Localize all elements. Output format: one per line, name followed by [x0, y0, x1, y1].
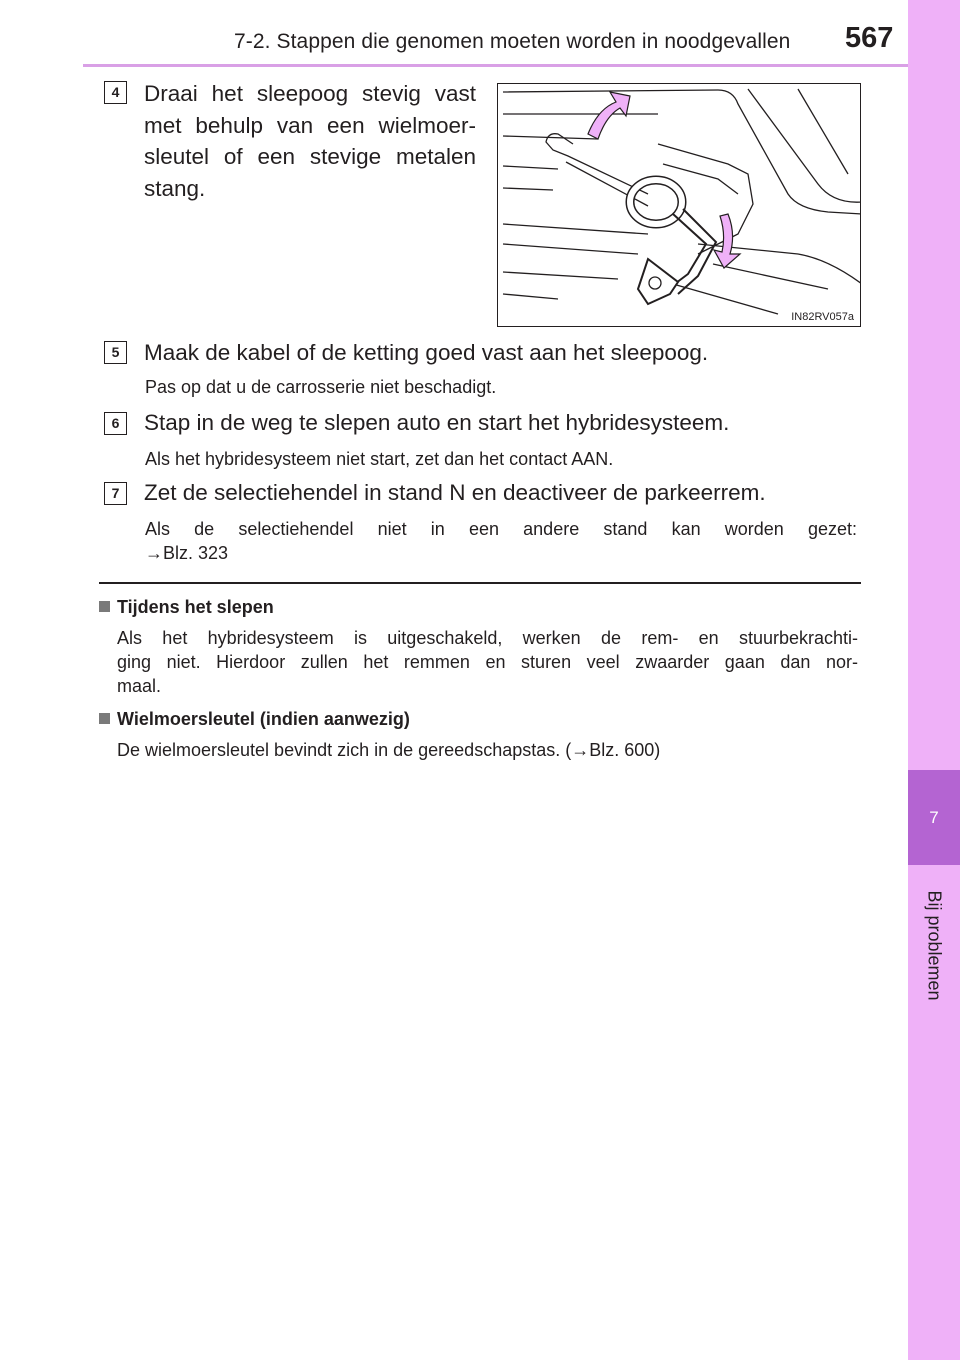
- step-7-note: Als de selectiehendel niet in een andere stand kan worden gezet:: [145, 519, 857, 539]
- step-6-note: Als het hybridesysteem niet start, zet dan het contact AAN.: [145, 449, 614, 469]
- tow-eye-wrench-illustration: [497, 83, 861, 327]
- step-4-line: Draai het sleepoog stevig vast: [144, 81, 476, 106]
- step-4-line: met behulp van een wielmoer-: [144, 112, 476, 138]
- info-heading-text: Wielmoersleutel (indien aanwezig): [117, 709, 410, 729]
- page-number: 567: [845, 22, 894, 54]
- step-5-note: Pas op dat u de carrosserie niet beschadigt.: [145, 377, 497, 397]
- step-6-text: Stap in de weg te slepen auto en start het hybridesysteem.: [144, 410, 730, 435]
- info-line: maal.: [117, 676, 162, 696]
- info-line: ging niet. Hierdoor zullen het remmen en sturen veel zwaarder gaan dan nor-: [117, 652, 858, 672]
- chapter-side-tab: [908, 0, 960, 1360]
- illustration-code: IN82RV057a: [791, 311, 854, 323]
- step-5-text: Maak de kabel of de ketting goed vast aan het sleepoog.: [144, 340, 709, 365]
- info-body-towing: [117, 626, 858, 698]
- step-4-line: stang.: [144, 175, 206, 201]
- step-7-note-ref: →Blz. 323: [145, 543, 229, 563]
- info-heading-text: Tijdens het slepen: [117, 597, 274, 617]
- info-heading-wrench: [99, 709, 410, 730]
- header-rule: [83, 64, 910, 67]
- info-body-wrench: [117, 738, 858, 762]
- header-title: 7-2. Stappen die genomen moeten worden in noodgevallen: [234, 30, 791, 53]
- step-badge-4: 4: [104, 81, 127, 104]
- info-line: Als het hybridesysteem is uitgeschakeld, werken de rem- en stuurbekrachti-: [117, 628, 858, 648]
- square-bullet-icon: [99, 601, 110, 612]
- step-badge-7: 7: [104, 482, 127, 505]
- chapter-number: 7: [929, 808, 939, 827]
- step-7-text: Zet de selectiehendel in stand N en deactiveer de parkeerrem.: [144, 480, 766, 505]
- step-badge-5: 5: [104, 341, 127, 364]
- chapter-label: Bij problemen: [924, 890, 945, 1001]
- section-divider: [99, 582, 861, 584]
- info-heading-towing: [99, 597, 274, 618]
- wheel-wrench-icon: [498, 84, 861, 327]
- info-line: De wielmoersleutel bevindt zich in de gereedschapstas. (→Blz. 600): [117, 740, 661, 760]
- step-4-text: [144, 78, 476, 204]
- step-4-line: sleutel of een stevige metalen: [144, 144, 476, 169]
- step-badge-6: 6: [104, 412, 127, 435]
- square-bullet-icon: [99, 713, 110, 724]
